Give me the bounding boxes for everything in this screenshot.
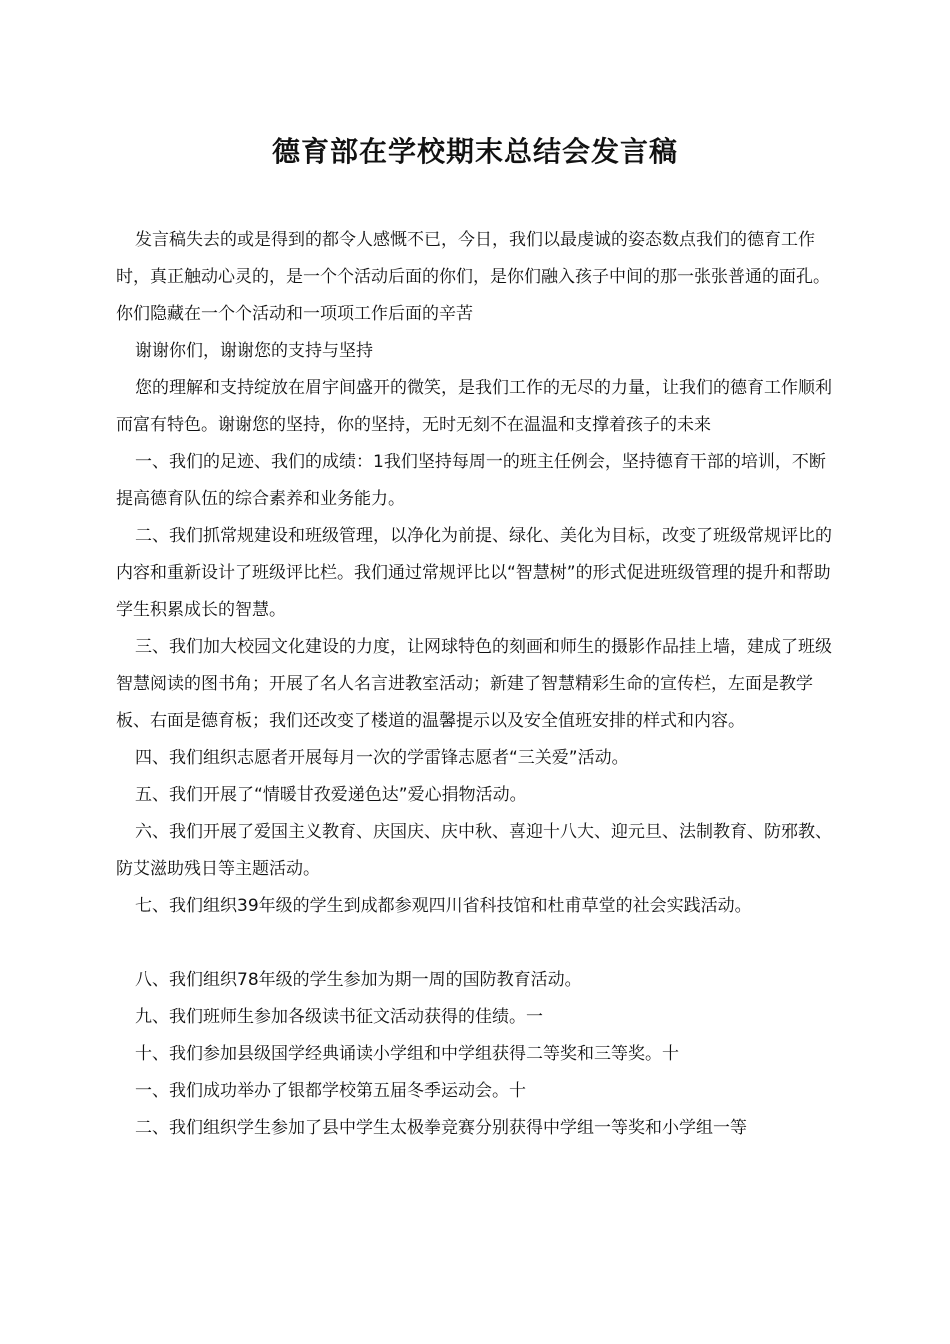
paragraph-item-4: 四、我们组织志愿者开展每月一次的学雷锋志愿者“三关爱”活动。 <box>135 748 629 768</box>
paragraph-item-8: 八、我们组织78年级的学生参加为期一周的国防教育活动。 <box>135 970 582 990</box>
paragraph-break <box>116 925 838 962</box>
paragraph-item-7: 七、我们组织39年级的学生到成都参观四川省科技馆和杜甫草堂的社会实践活动。 <box>135 896 752 916</box>
paragraph-item-3: 三、我们加大校园文化建设的力度，让网球特色的刻画和师生的摄影作品挂上墙，建成了班级智慧阅读的图书角；开展了名人名言进教室活动；新建了智慧精彩生命的宣传栏，左面是教学板、右面是德育板；我们还改变了楼道的温馨提示以及安全值班安排的样式和内容。 <box>116 637 832 731</box>
paragraph-intro: 发言稿失去的或是得到的都令人感慨不已，今日，我们以最虔诚的姿态数点我们的德育工作时，真正触动心灵的，是一个个活动后面的你们，是你们融入孩子中间的那一张张普通的面孔。你们隐藏在一个个活动和一项项工作后面的辛苦 <box>116 230 830 324</box>
paragraph-item-10: 十、我们参加县级国学经典诵读小学组和中学组获得二等奖和三等奖。十 <box>135 1044 679 1064</box>
document-body <box>116 222 838 1147</box>
paragraph-item-9: 九、我们班师生参加各级读书征文活动获得的佳绩。一 <box>135 1007 543 1027</box>
paragraph-item-5: 五、我们开展了“情暖甘孜爱递色达”爱心捐物活动。 <box>135 785 527 805</box>
paragraph-item-1: 一、我们的足迹、我们的成绩：1我们坚持每周一的班主任例会，坚持德育干部的培训，不断提高德育队伍的综合素养和业务能力。 <box>116 452 826 509</box>
paragraph-item-2: 二、我们抓常规建设和班级管理，以净化为前提、绿化、美化为目标，改变了班级常规评比的内容和重新设计了班级评比栏。我们通过常规评比以“智慧树”的形式促进班级管理的提升和帮助学生积累成长的智慧。 <box>116 526 832 620</box>
paragraph-appreciation: 您的理解和支持绽放在眉宇间盛开的微笑，是我们工作的无尽的力量，让我们的德育工作顺利而富有特色。谢谢您的坚持，你的坚持，无时无刻不在温温和支撑着孩子的未来 <box>116 378 832 435</box>
document-title: 德育部在学校期末总结会发言稿 <box>271 135 678 168</box>
paragraph-item-6: 六、我们开展了爱国主义教育、庆国庆、庆中秋、喜迎十八大、迎元旦、法制教育、防邪教、防艾滋助残日等主题活动。 <box>116 822 832 879</box>
paragraph-item-12: 二、我们组织学生参加了县中学生太极拳竞赛分别获得中学组一等奖和小学组一等 <box>135 1118 747 1138</box>
paragraph-thanks: 谢谢你们，谢谢您的支持与坚持 <box>135 341 373 361</box>
paragraph-item-11: 一、我们成功举办了银都学校第五届冬季运动会。十 <box>135 1081 526 1101</box>
